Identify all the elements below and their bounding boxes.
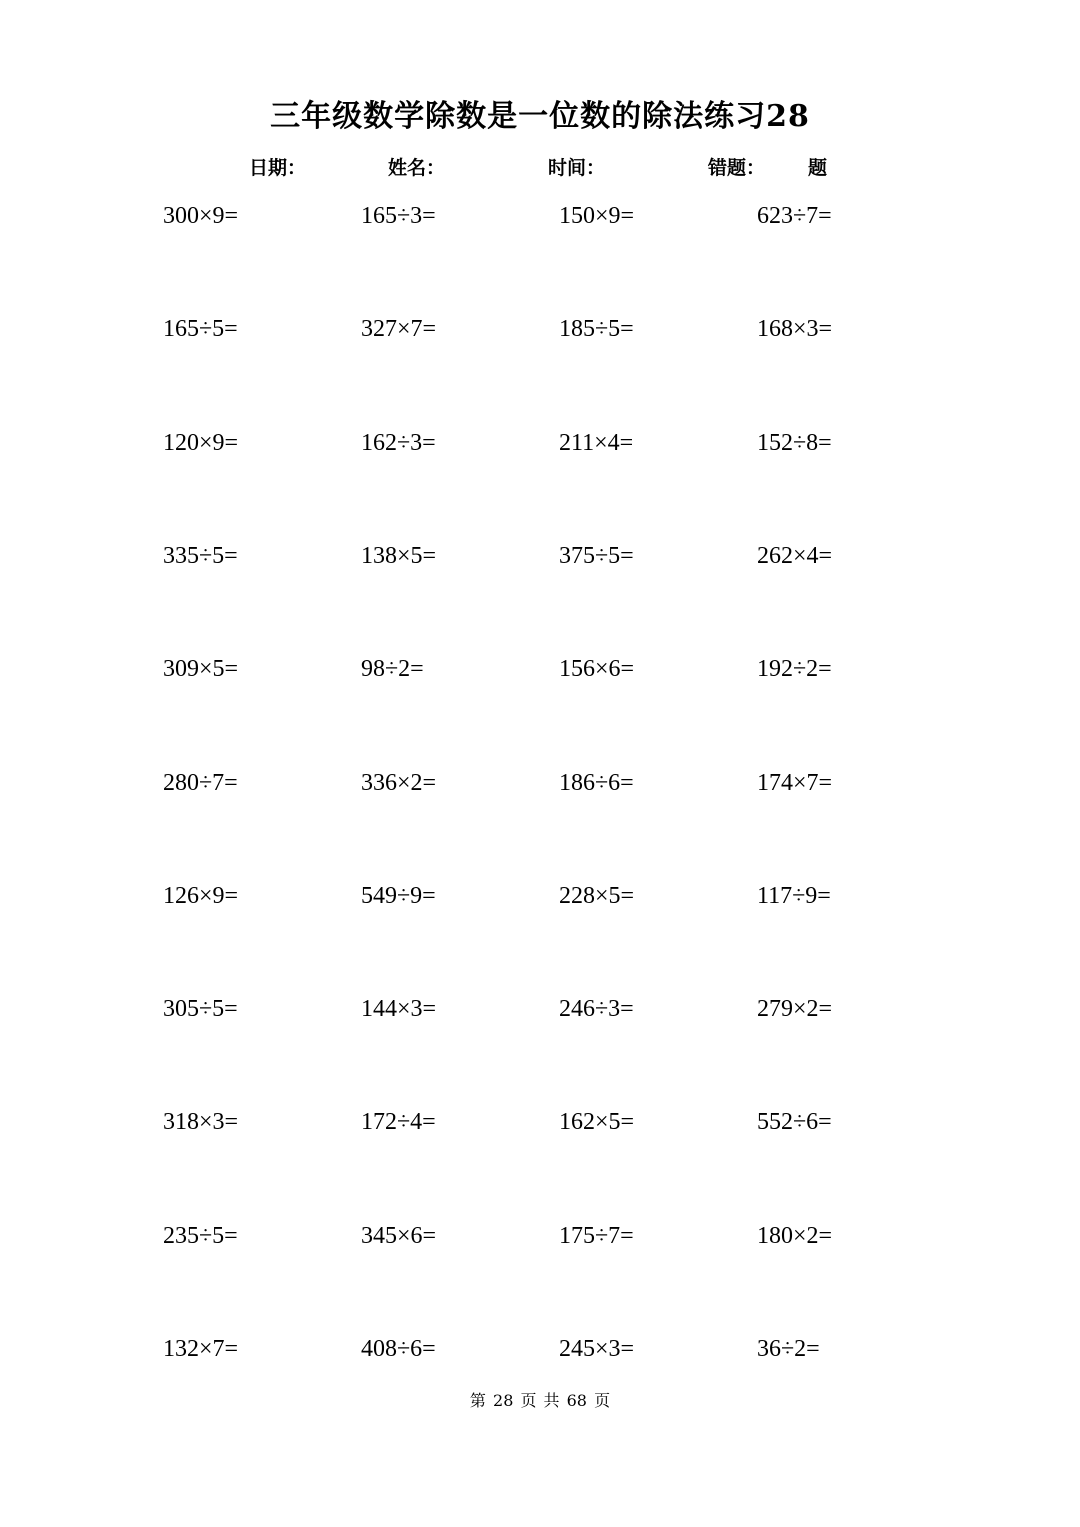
problem-item: 117÷9=	[757, 883, 831, 909]
problem-item: 180×2=	[757, 1223, 833, 1249]
problem-item: 126×9=	[163, 883, 239, 909]
problem-item: 335÷5=	[163, 543, 238, 569]
time-label: 时间：	[548, 157, 606, 179]
problem-item: 246÷3=	[559, 996, 634, 1022]
problem-item: 156×6=	[559, 656, 635, 682]
problem-item: 138×5=	[361, 543, 437, 569]
name-label: 姓名：	[388, 157, 446, 179]
problem-item: 211×4=	[559, 430, 634, 456]
problem-item: 152÷8=	[757, 430, 832, 456]
problem-item: 172÷4=	[361, 1109, 436, 1135]
problem-item: 165÷5=	[163, 316, 238, 342]
errors-unit: 题	[808, 157, 828, 179]
problem-item: 280÷7=	[163, 770, 238, 796]
problem-item: 150×9=	[559, 203, 635, 229]
problem-item: 336×2=	[361, 770, 437, 796]
page-footer: 第 28 页 共 68 页	[469, 1391, 611, 1410]
problem-item: 309×5=	[163, 656, 239, 682]
problem-item: 549÷9=	[361, 883, 436, 909]
problem-item: 623÷7=	[757, 203, 832, 229]
problem-item: 228×5=	[559, 883, 635, 909]
problem-item: 98÷2=	[361, 656, 424, 682]
problem-item: 168×3=	[757, 316, 833, 342]
problem-item: 245×3=	[559, 1336, 635, 1362]
problem-item: 305÷5=	[163, 996, 238, 1022]
worksheet-title: 三年级数学除数是一位数的除法练习28	[270, 99, 810, 134]
problem-item: 345×6=	[361, 1223, 437, 1249]
problem-item: 408÷6=	[361, 1336, 436, 1362]
problem-item: 327×7=	[361, 316, 437, 342]
problem-item: 186÷6=	[559, 770, 634, 796]
problem-item: 175÷7=	[559, 1223, 634, 1249]
problem-item: 185÷5=	[559, 316, 634, 342]
problem-item: 36÷2=	[757, 1336, 820, 1362]
problem-item: 132×7=	[163, 1336, 239, 1362]
problem-item: 262×4=	[757, 543, 833, 569]
problem-item: 300×9=	[163, 203, 239, 229]
problem-item: 162×5=	[559, 1109, 635, 1135]
problem-item: 375÷5=	[559, 543, 634, 569]
problem-item: 192÷2=	[757, 656, 832, 682]
problem-item: 120×9=	[163, 430, 239, 456]
errors-label: 错题：	[708, 157, 766, 179]
problem-item: 235÷5=	[163, 1223, 238, 1249]
problem-item: 162÷3=	[361, 430, 436, 456]
problem-item: 144×3=	[361, 996, 437, 1022]
problem-item: 279×2=	[757, 996, 833, 1022]
date-label: 日期：	[249, 157, 307, 179]
problem-item: 318×3=	[163, 1109, 239, 1135]
problem-item: 174×7=	[757, 770, 833, 796]
problem-item: 165÷3=	[361, 203, 436, 229]
problem-item: 552÷6=	[757, 1109, 832, 1135]
